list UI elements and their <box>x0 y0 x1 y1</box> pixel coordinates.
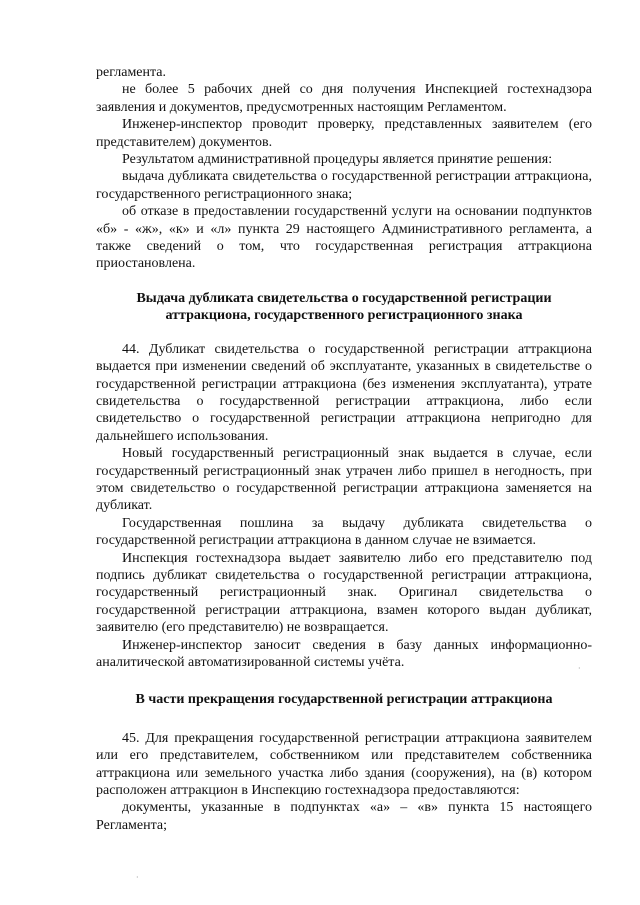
paragraph-inspection: Инженер-инспектор проводит проверку, представленных заявителем (его представителем) документов. <box>96 117 592 150</box>
paragraph-issuance: Инспекция гостехнадзора выдает заявителю либо его представителю под подпись дубликат свидетельства о государственной регистрации аттракциона, государственный регистрационный знак. Оригинал свидетельства о государственной регистрации аттракциона, взамен которого выдан дубликат, заявителю (его представителю) не возвращается. <box>96 550 592 636</box>
paragraph-result: Результатом административной процедуры является принятие решения: <box>122 152 553 168</box>
scan-speck: · <box>578 664 581 673</box>
paragraph-continuation: регламента. <box>96 65 167 80</box>
paragraph-database: Инженер-инспектор заносит сведения в базу данных информационно-аналитической автоматизированной системы учёта. <box>96 637 592 670</box>
paragraph-decision-refusal: об отказе в предоставлении государственнй услуги на основании подпунктов «б» - «ж», «к» и «л» пункта 29 настоящего Административного регламента, а также сведений о том, что государственная регистрация аттракциона приостановлена. <box>96 204 592 272</box>
paragraph-documents: документы, указанные в подпунктах «а» – «в» пункта 15 настоящего Регламента; <box>96 800 592 833</box>
paragraph-fee: Государственная пошлина за выдачу дубликата свидетельства о государственной регистрации аттракциона в данном случае не взимается. <box>96 515 592 549</box>
paragraph-clause-45: 45. Для прекращения государственной регистрации аттракциона заявителем или его представителем, собственником или представителем собственника аттракциона или земельного участка либо здания (сооружения), на (в) котором расположен аттракцион в Инспекцию гостехнадзора предоставляются: <box>96 730 592 799</box>
paragraph-deadline: не более 5 рабочих дней со дня получения Инспекцией гостехнадзора заявления и документов, предусмотренных настоящим Регламентом. <box>96 82 592 115</box>
scan-speck: · <box>136 873 139 882</box>
paragraph-clause-44: 44. Дубликат свидетельства о государственной регистрации аттракциона выдается при изменении сведений об эксплуатанте, указанных в свидетельстве о государственной регистрации аттракциона (без изменения эксплуатанта), утрате свидетельства о государственной регистрации аттракциона, либо если свидетельство о государственной регистрации аттракциона непригодно для дальнейшего использования. <box>96 341 592 444</box>
section-heading-termination: В части прекращения государственной регистрации аттракциона <box>135 692 553 708</box>
paragraph-decision-issue: выдача дубликата свидетельства о государственной регистрации аттракциона, государственного регистрационного знака; <box>96 169 592 202</box>
section-heading-duplicate: Выдача дубликата свидетельства о государственной регистрации аттракциона, государственного регистрационного знака <box>136 290 552 324</box>
document-page <box>96 64 592 834</box>
paragraph-new-plate: Новый государственный регистрационный знак выдается в случае, если государственный регистрационный знак утрачен либо пришел в негодность, при этом свидетельство о государственной регистрации аттракциона заменяется на дубликат. <box>96 446 592 514</box>
